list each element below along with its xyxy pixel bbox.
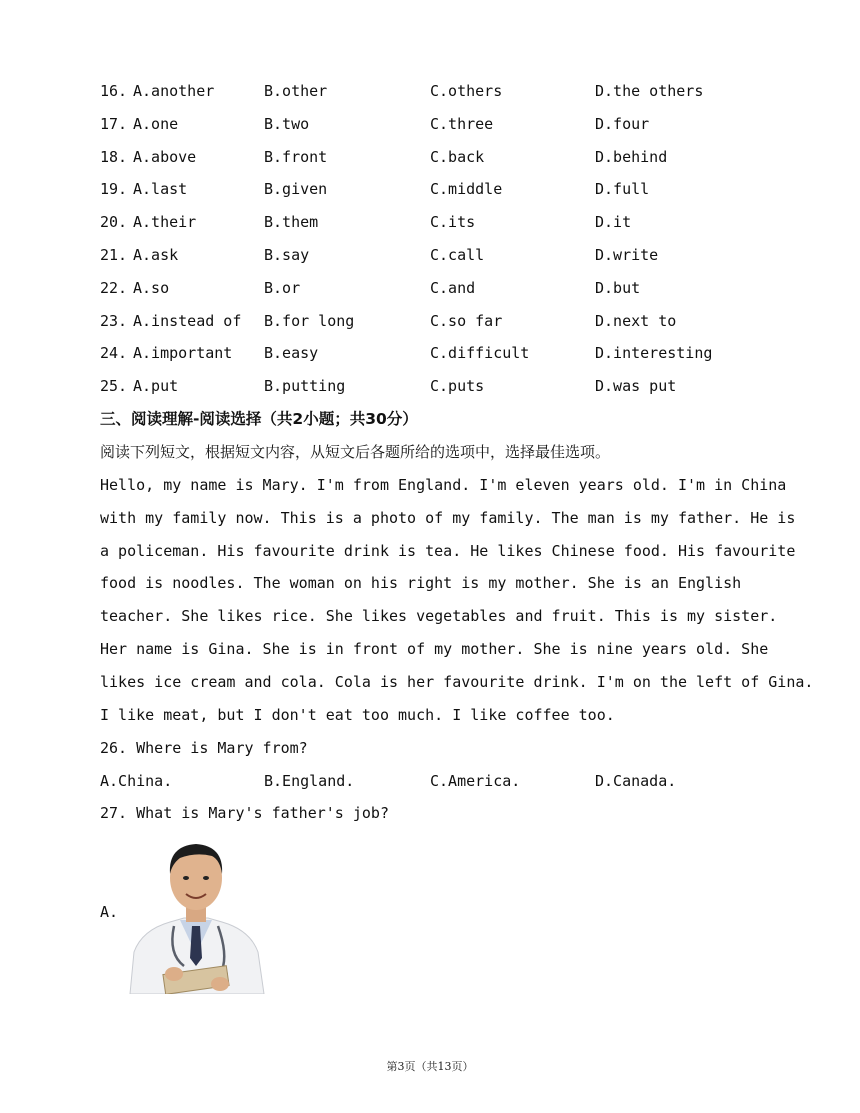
answer-26-b: B.England. [264, 772, 355, 790]
option-b: B.for long [264, 311, 355, 330]
question-number: 17. [100, 114, 128, 133]
answer-26-d: D.Canada. [595, 772, 677, 790]
option-d: D.the others [595, 82, 704, 100]
option-row [0, 75, 860, 108]
option-c: C.three [430, 114, 494, 133]
passage-line: Hello, my name is Mary. I'm from England. I'm eleven years old. I'm in China [100, 476, 787, 494]
passage-line: with my family now. This is a photo of my family. The man is my father. He is [100, 508, 796, 527]
option-b: B.or [264, 278, 301, 297]
option-row [0, 370, 860, 403]
question-number: 20. [100, 213, 128, 232]
option-a: A.another [133, 82, 215, 100]
passage-line: food is noodles. The woman on his right is my mother. She is an English [100, 574, 742, 593]
question-number: 19. [100, 180, 128, 199]
option-c: C.call [430, 246, 485, 264]
option-a: A.last [133, 180, 188, 199]
option-d: D.next to [595, 311, 677, 330]
option-a: A.so [133, 278, 170, 297]
option-c: C.difficult [430, 344, 530, 363]
question-27: 27. What is Mary's father's job? [100, 804, 389, 822]
section-heading: 三、阅读理解-阅读选择（共2小题；共30分） [100, 410, 418, 428]
option-a: A.instead of [133, 311, 242, 330]
option-row [0, 272, 860, 305]
question-number: 25. [100, 377, 128, 396]
instruction-text: 阅读下列短文，根据短文内容，从短文后各题所给的选项中，选择最佳选项。 [100, 443, 611, 461]
option-a: A.put [133, 377, 179, 396]
question-number: 18. [100, 147, 128, 166]
page-footer: 第3页（共13页） [386, 1060, 474, 1073]
option-a: A.important [133, 344, 233, 363]
option-b: B.them [264, 213, 319, 232]
option-b: B.putting [264, 377, 346, 396]
option-row [0, 108, 860, 141]
option-row [0, 305, 860, 338]
option-c: C.so far [430, 311, 503, 330]
question-number: 16. [100, 82, 128, 100]
answers-26 [0, 765, 860, 798]
option-a: A.one [133, 114, 179, 133]
option-b: B.say [264, 246, 310, 264]
doctor-illustration [124, 834, 268, 994]
option-b: B.other [264, 82, 328, 100]
question-number: 24. [100, 344, 128, 363]
option-b: B.given [264, 180, 328, 199]
option-b: B.two [264, 114, 310, 133]
option-a: A.ask [133, 246, 179, 264]
question-number: 22. [100, 278, 128, 297]
option-row [0, 173, 860, 206]
option-d: D.but [595, 278, 641, 297]
option-c: C.middle [430, 180, 503, 199]
passage-line: I like meat, but I don't eat too much. I like coffee too. [100, 705, 615, 724]
passage-line: Her name is Gina. She is in front of my mother. She is nine years old. She [100, 640, 769, 658]
passage-line: teacher. She likes rice. She likes vegetables and fruit. This is my sister. [100, 607, 778, 626]
option-row [0, 141, 860, 174]
option-d: D.behind [595, 147, 668, 166]
answer-26-c: C.America. [430, 772, 521, 790]
option-row [0, 206, 860, 239]
question-number: 23. [100, 311, 128, 330]
option-row [0, 337, 860, 370]
passage-line: likes ice cream and cola. Cola is her favourite drink. I'm on the left of Gina. [100, 672, 814, 691]
option-d: D.it [595, 213, 632, 232]
option-c: C.puts [430, 377, 485, 396]
option-a: A.above [133, 147, 197, 166]
option-c: C.others [430, 82, 503, 100]
option-d: D.full [595, 180, 650, 199]
answer-27-a-label: A. [100, 903, 119, 921]
option-d: D.write [595, 246, 659, 264]
question-26: 26. Where is Mary from? [100, 739, 308, 757]
option-c: C.and [430, 278, 476, 297]
option-a: A.their [133, 213, 197, 232]
option-c: C.back [430, 147, 485, 166]
option-d: D.four [595, 114, 650, 133]
option-b: B.easy [264, 344, 319, 363]
option-d: D.interesting [595, 344, 713, 363]
option-d: D.was put [595, 377, 677, 396]
option-row [0, 239, 860, 272]
option-b: B.front [264, 147, 328, 166]
answer-26-a: A.China. [100, 772, 173, 790]
option-c: C.its [430, 213, 476, 232]
question-number: 21. [100, 246, 128, 264]
passage-line: a policeman. His favourite drink is tea. He likes Chinese food. His favourite [100, 541, 796, 560]
